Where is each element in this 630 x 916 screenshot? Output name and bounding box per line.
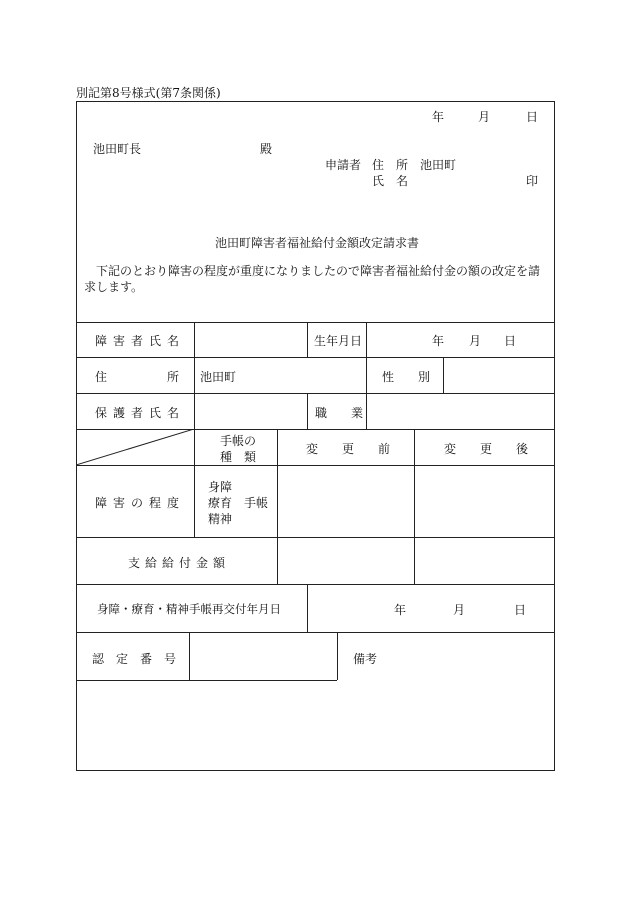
reissue-month: 月 <box>453 603 466 617</box>
col-line <box>366 357 367 393</box>
birth-year: 年 <box>432 334 445 348</box>
col-line <box>307 584 308 632</box>
address-row-label: 住 所 <box>95 370 192 384</box>
seal-mark: 印 <box>526 174 539 188</box>
birth-month: 月 <box>469 334 482 348</box>
row-line <box>76 465 555 466</box>
row-line <box>76 537 555 538</box>
certification-number-label: 認 定 番 号 <box>92 652 177 666</box>
col-line <box>366 322 367 357</box>
handbook-type-label-2: 種 類 <box>220 450 257 464</box>
col-line <box>307 322 308 357</box>
reissue-date-label: 身障・療育・精神手帳再交付年月日 <box>97 602 281 616</box>
remarks-label: 備考 <box>353 652 378 666</box>
disabled-person-name-label: 障害者氏名 <box>95 334 186 348</box>
col-line <box>307 393 308 429</box>
date-day: 日 <box>526 110 539 124</box>
address-value: 池田町 <box>420 158 457 172</box>
handbook-type-mental: 精神 <box>208 512 233 526</box>
gender-label: 性 別 <box>382 370 431 384</box>
occupation-label: 職 業 <box>315 406 364 420</box>
table-top-line <box>76 322 555 323</box>
row-line <box>76 680 337 681</box>
col-line <box>277 429 278 584</box>
row-line <box>76 584 555 585</box>
date-month: 月 <box>478 110 491 124</box>
benefit-amount-label: 支給給付金額 <box>128 556 231 570</box>
col-line <box>443 357 444 393</box>
document-title: 池田町障害者福祉給付金額改定請求書 <box>215 236 420 250</box>
handbook-type-physical: 身障 <box>208 480 233 494</box>
col-line <box>337 632 338 680</box>
birth-day: 日 <box>504 334 517 348</box>
handbook-type-rehab: 療育 手帳 <box>208 496 269 510</box>
address-row-value: 池田町 <box>200 370 237 384</box>
reissue-day: 日 <box>514 603 527 617</box>
body-text: 下記のとおり障害の程度が重度になりましたので障害者福祉給付金の額の改定を請求します。 <box>84 264 541 294</box>
honorific: 殿 <box>260 142 273 156</box>
handbook-type-label-1: 手帳の <box>220 434 257 448</box>
before-change-label: 変 更 前 <box>306 442 397 456</box>
name-label: 氏 名 <box>372 174 409 188</box>
col-line <box>189 632 190 680</box>
after-change-label: 変 更 後 <box>444 442 535 456</box>
disability-degree-label: 障害の程度 <box>95 496 186 510</box>
col-line <box>414 429 415 584</box>
row-line <box>76 393 555 394</box>
row-line <box>76 632 555 633</box>
form-number: 別記第8号様式(第7条関係) <box>76 86 221 100</box>
guardian-name-label: 保護者氏名 <box>95 406 186 420</box>
applicant-label: 申請者 <box>325 158 362 172</box>
date-year: 年 <box>432 110 445 124</box>
col-line <box>194 322 195 537</box>
reissue-year: 年 <box>394 603 407 617</box>
col-line <box>366 393 367 429</box>
address-label: 住 所 <box>372 158 409 172</box>
birthdate-label: 生年月日 <box>314 334 363 348</box>
diagonal-line <box>76 429 194 465</box>
addressee: 池田町長 <box>93 142 142 156</box>
row-line <box>76 357 555 358</box>
